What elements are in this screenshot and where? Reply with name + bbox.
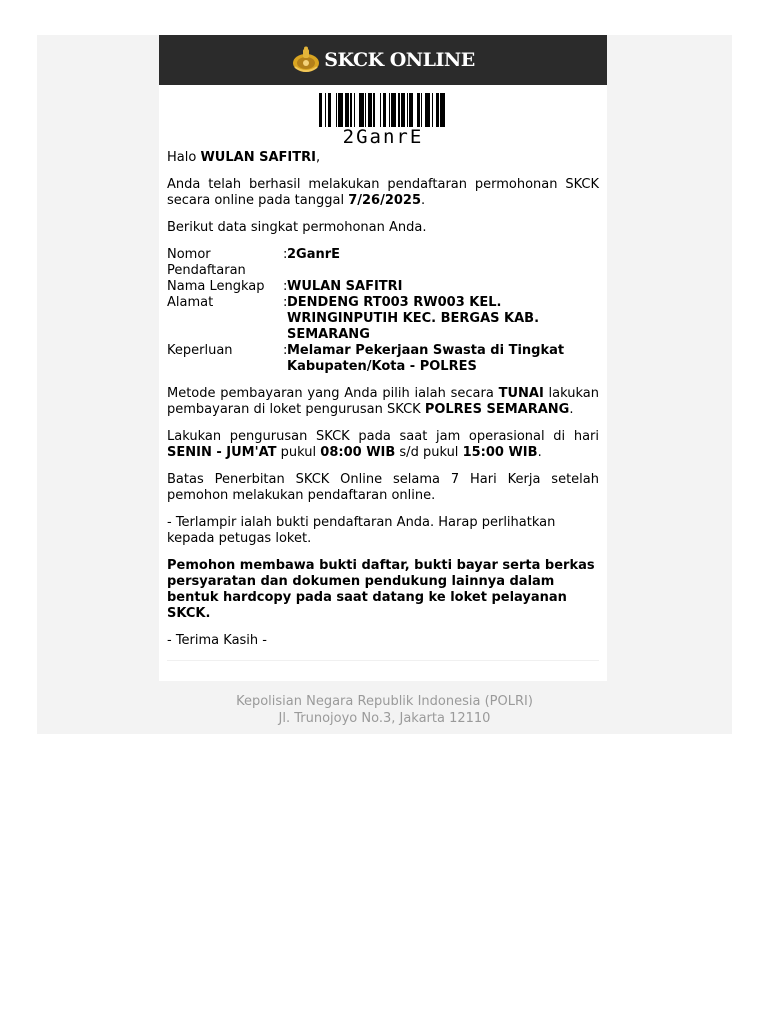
payment-office: POLRES SEMARANG <box>424 402 570 417</box>
email-body <box>159 148 607 649</box>
info-row-full-name: Nama Lengkap : WULAN SAFITRI <box>167 279 403 294</box>
barcode-code: 2GanrE <box>342 126 424 148</box>
header-bar <box>159 35 607 85</box>
barcode-block <box>159 85 607 148</box>
attachment-paragraph: - Terlampir ialah bukti pendaftaran Anda. Harap perlihatkan kepada petugas loket. <box>167 515 556 546</box>
registration-date: 7/26/2025 <box>348 193 422 208</box>
intro-paragraph: Anda telah berhasil melakukan pendaftaran permohonan SKCK secara online pada tanggal 7/26/2025. <box>167 177 599 208</box>
footer-organization: Kepolisian Negara Republik Indonesia (POLRI) <box>236 694 533 709</box>
hours-paragraph: Lakukan pengurusan SKCK pada saat jam operasional di hari SENIN - JUM'AT pukul 08:00 WIB s/d pukul 15:00 WIB. <box>167 429 599 460</box>
applicant-name: WULAN SAFITRI <box>200 150 316 165</box>
info-row-registration-number: Nomor Pendaftaran : 2GanrE <box>167 247 341 278</box>
divider <box>167 660 599 661</box>
barcode-image <box>319 93 447 127</box>
info-row-purpose: Keperluan : Melamar Pekerjaan Swasta di Tingkat Kabupaten/Kota - POLRES <box>167 343 565 374</box>
notice-paragraph: Pemohon membawa bukti daftar, bukti bayar serta berkas persyaratan dan dokumen pendukung lainnya dalam bentuk hardcopy pada saat datang ke loket pelayanan SKCK. <box>167 558 595 621</box>
start-time: 08:00 WIB <box>320 445 396 460</box>
office-days: SENIN - JUM'AT <box>167 445 277 460</box>
end-time: 15:00 WIB <box>462 445 538 460</box>
registration-info-table <box>167 247 599 375</box>
info-row-address: Alamat : DENDENG RT003 RW003 KEL. WRINGINPUTIH KEC. BERGAS KAB. SEMARANG <box>167 295 540 342</box>
brand-name: SKCK ONLINE <box>324 49 475 71</box>
deadline-paragraph: Batas Penerbitan SKCK Online selama 7 Hari Kerja setelah pemohon melakukan pendaftaran online. <box>167 472 599 503</box>
closing-text: - Terima Kasih - <box>167 633 267 648</box>
payment-method: TUNAI <box>498 386 544 401</box>
brand-logo <box>291 45 475 75</box>
email-background <box>37 35 732 734</box>
payment-paragraph: Metode pembayaran yang Anda pilih ialah secara TUNAI lakukan pembayaran di loket pengurusan SKCK POLRES SEMARANG. <box>167 386 599 417</box>
polri-emblem-icon <box>291 45 321 75</box>
footer <box>37 693 732 727</box>
summary-intro: Berikut data singkat permohonan Anda. <box>167 220 427 235</box>
footer-address: Jl. Trunojoyo No.3, Jakarta 12110 <box>278 711 491 726</box>
email-card <box>159 35 607 681</box>
greeting: Halo WULAN SAFITRI, <box>167 150 321 165</box>
